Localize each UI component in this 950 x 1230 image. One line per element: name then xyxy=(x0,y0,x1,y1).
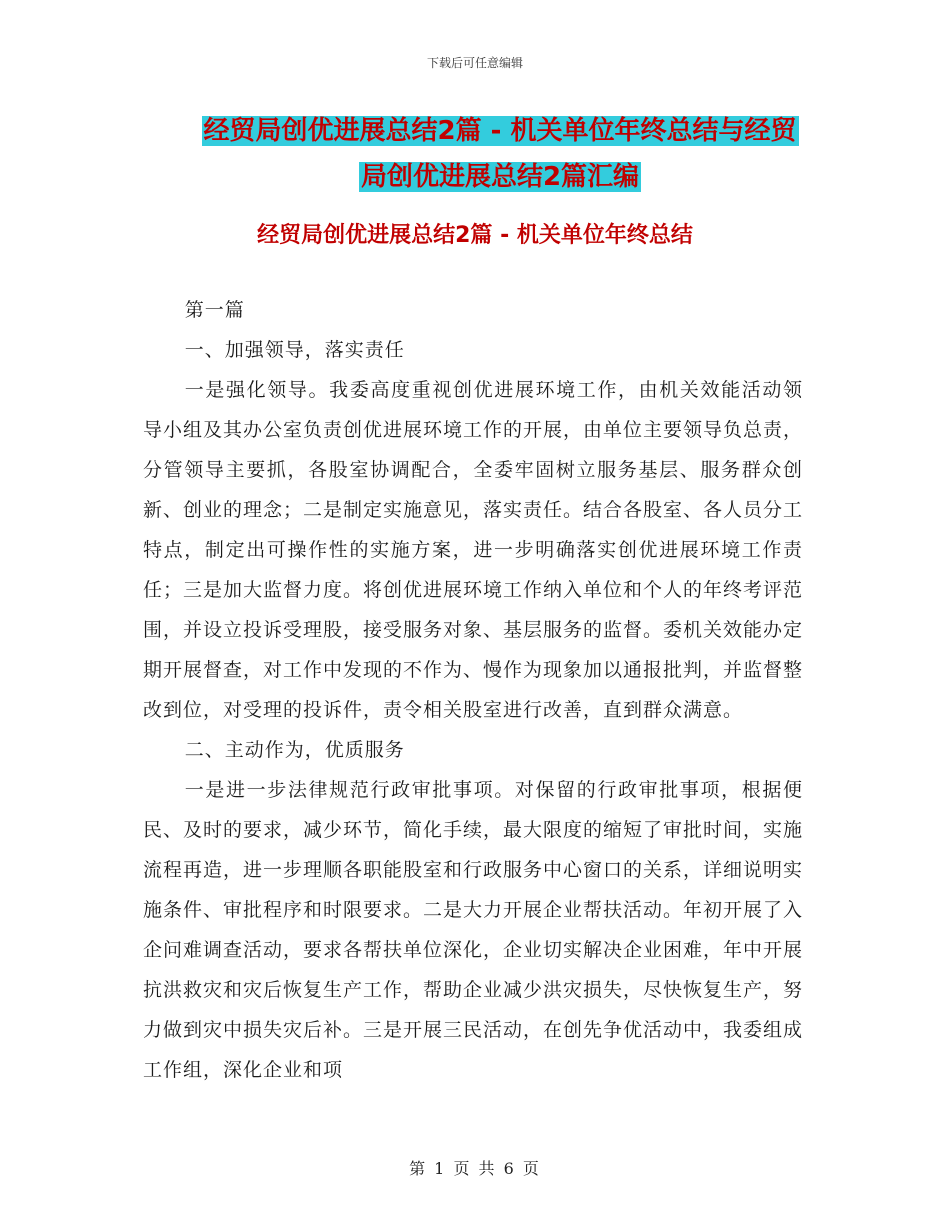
paragraph: 第一篇 xyxy=(184,299,245,321)
paragraph: 一是进一步法律规范行政审批事项。对保留的行政审批事项，根据便民、及时的要求，减少环节，简化手续，最大限度的缩短了审批时间，实施流程再造，进一步理顺各职能股室和行政服务中心窗口的关系，详细说明实施条件、审批程序和时限要求。二是大力开展企业帮扶活动。年初开展了入企问难调查活动，要求各帮扶单位深化，企业切实解决企业困难，年中开展抗洪救灾和灾后恢复生产工作，帮助企业减少洪灾损失，尽快恢复生产，努力做到灾中损失灾后补。三是开展三民活动，在创先争优活动中，我委组成工作组，深化企业和项 xyxy=(143,779,804,1081)
title-line-2: 局创优进展总结2篇汇编 xyxy=(360,162,640,192)
header-note: 下载后可任意编辑 xyxy=(426,56,523,70)
page-number: 第 1 页 共 6 页 xyxy=(409,1159,541,1178)
paragraph: 二、主动作为，优质服务 xyxy=(184,739,405,761)
paragraph: 一、加强领导，落实责任 xyxy=(184,339,405,361)
document-title xyxy=(150,108,850,200)
paragraph: 一是强化领导。我委高度重视创优进展环境工作，由机关效能活动领导小组及其办公室负责创优进展环境工作的开展，由单位主要领导负总责，分管领导主要抓，各股室协调配合，全委牢固树立服务基层、服务群众创新、创业的理念；二是制定实施意见，落实责任。结合各股室、各人员分工特点，制定出可操作性的实施方案，进一步明确落实创优进展环境工作责任；三是加大监督力度。将创优进展环境工作纳入单位和个人的年终考评范围，并设立投诉受理股，接受服务对象、基层服务的监督。委机关效能办定期开展督查，对工作中发现的不作为、慢作为现象加以通报批判，并监督整改到位，对受理的投诉件，责令相关股室进行改善，直到群众满意。 xyxy=(143,379,804,721)
title-line-1: 经贸局创优进展总结2篇 - 机关单位年终总结与经贸 xyxy=(203,116,797,146)
section-title: 经贸局创优进展总结2篇 - 机关单位年终总结 xyxy=(257,223,693,248)
body-text xyxy=(143,290,803,1090)
